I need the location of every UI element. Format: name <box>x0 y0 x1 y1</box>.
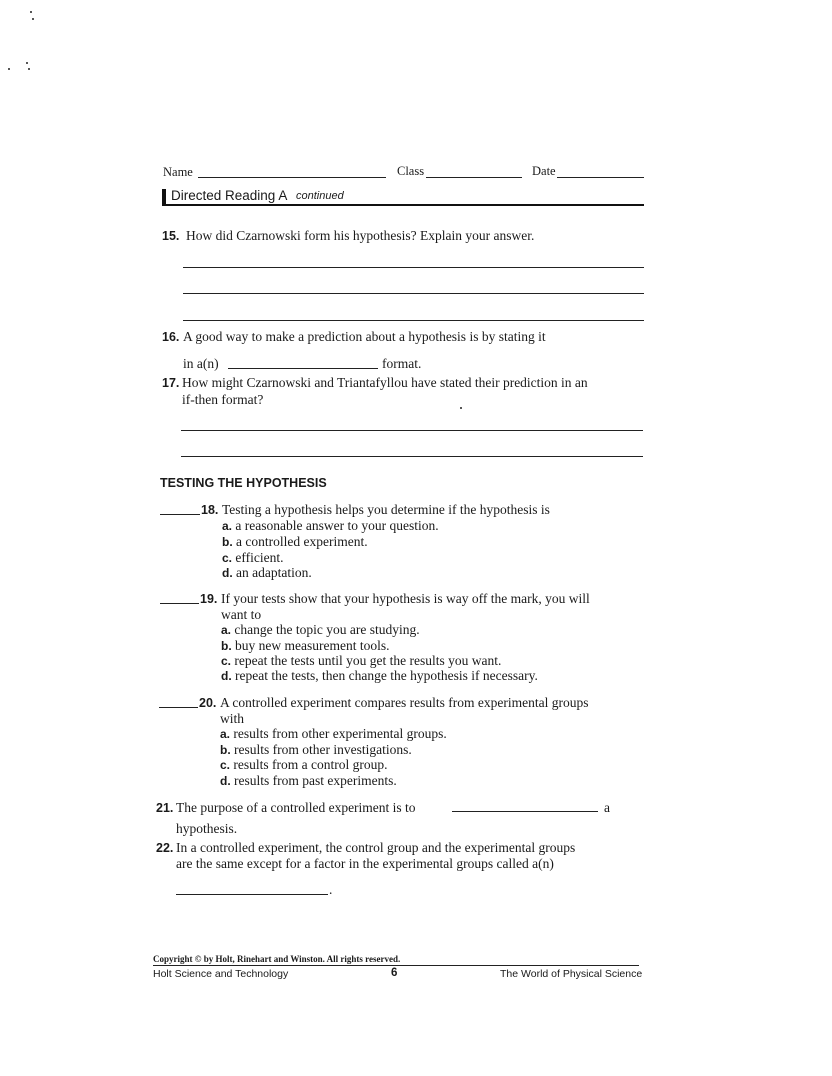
section-title: TESTING THE HYPOTHESIS <box>160 476 327 490</box>
title-rule <box>162 204 644 206</box>
choice-d[interactable]: d. repeat the tests, then change the hypothesis if necessary. <box>221 668 538 683</box>
question-text: In a controlled experiment, the control group and the experimental groups <box>176 840 576 855</box>
period: . <box>329 882 333 897</box>
question-number: 18. <box>201 503 219 517</box>
choice-b[interactable]: b. buy new measurement tools. <box>221 638 390 653</box>
question-text-prefix: in a(n) <box>183 356 219 371</box>
question-text: hypothesis. <box>176 821 238 836</box>
question-text: Testing a hypothesis helps you determine if the hypothesis is <box>222 502 550 517</box>
choice-b[interactable]: b. a controlled experiment. <box>222 534 368 549</box>
date-field[interactable] <box>557 177 644 178</box>
page-title-continued: continued <box>296 190 344 202</box>
answer-line[interactable] <box>183 320 644 321</box>
choice-c[interactable]: c. repeat the tests until you get the results you want. <box>221 653 502 668</box>
scan-mark <box>32 18 34 20</box>
scan-mark <box>8 68 10 70</box>
answer-line[interactable] <box>183 267 644 268</box>
footer-rule <box>153 965 639 966</box>
scan-mark <box>460 407 462 409</box>
answer-line[interactable] <box>181 456 643 457</box>
scan-mark <box>26 62 28 64</box>
question-text-suffix: a <box>604 800 610 815</box>
question-number: 19. <box>200 592 218 606</box>
question-text-suffix: format. <box>382 356 422 371</box>
copyright: Copyright © by Holt, Rinehart and Winston. All rights reserved. <box>153 954 401 964</box>
question-number: 16. <box>162 330 180 344</box>
question-number: 21. <box>156 801 174 815</box>
scan-mark <box>30 11 32 13</box>
name-label: Name <box>163 165 193 179</box>
blank-field[interactable] <box>228 368 378 369</box>
question-text: If your tests show that your hypothesis is way off the mark, you will <box>221 591 590 606</box>
footer-left: Holt Science and Technology <box>153 968 289 980</box>
choice-c[interactable]: c. efficient. <box>222 550 284 565</box>
blank-field[interactable] <box>176 894 328 895</box>
footer-right: The World of Physical Science <box>500 968 643 980</box>
answer-blank[interactable] <box>160 514 200 515</box>
question-text: How might Czarnowski and Triantafyllou have stated their prediction in an <box>182 375 588 390</box>
page-title: Directed Reading A <box>171 188 288 203</box>
answer-line[interactable] <box>181 430 643 431</box>
answer-line[interactable] <box>183 293 644 294</box>
question-text: A controlled experiment compares results from experimental groups <box>220 695 589 710</box>
choice-d[interactable]: d. an adaptation. <box>222 565 312 580</box>
question-number: 22. <box>156 841 174 855</box>
question-number: 17. <box>162 376 180 390</box>
answer-blank[interactable] <box>159 707 198 708</box>
question-text: want to <box>221 607 262 622</box>
choice-b[interactable]: b. results from other investigations. <box>220 742 412 757</box>
choice-c[interactable]: c. results from a control group. <box>220 757 388 772</box>
choice-a[interactable]: a. a reasonable answer to your question. <box>222 518 439 533</box>
answer-blank[interactable] <box>160 603 199 604</box>
question-text: The purpose of a controlled experiment is to <box>176 800 416 815</box>
blank-field[interactable] <box>452 811 598 812</box>
page-number: 6 <box>391 967 398 979</box>
choice-d[interactable]: d. results from past experiments. <box>220 773 397 788</box>
class-field[interactable] <box>426 177 522 178</box>
question-text: How did Czarnowski form his hypothesis? Explain your answer. <box>186 228 535 243</box>
name-field[interactable] <box>198 177 386 178</box>
scan-mark <box>28 68 30 70</box>
question-text: A good way to make a prediction about a hypothesis is by stating it <box>183 329 546 344</box>
choice-a[interactable]: a. change the topic you are studying. <box>221 622 420 637</box>
date-label: Date <box>532 164 556 178</box>
choice-a[interactable]: a. results from other experimental groups. <box>220 726 447 741</box>
question-number: 15. <box>162 229 180 243</box>
class-label: Class <box>397 164 425 178</box>
question-text: are the same except for a factor in the experimental groups called a(n) <box>176 856 554 871</box>
question-text: with <box>220 711 245 726</box>
question-number: 20. <box>199 696 217 710</box>
question-text: if-then format? <box>182 392 264 407</box>
